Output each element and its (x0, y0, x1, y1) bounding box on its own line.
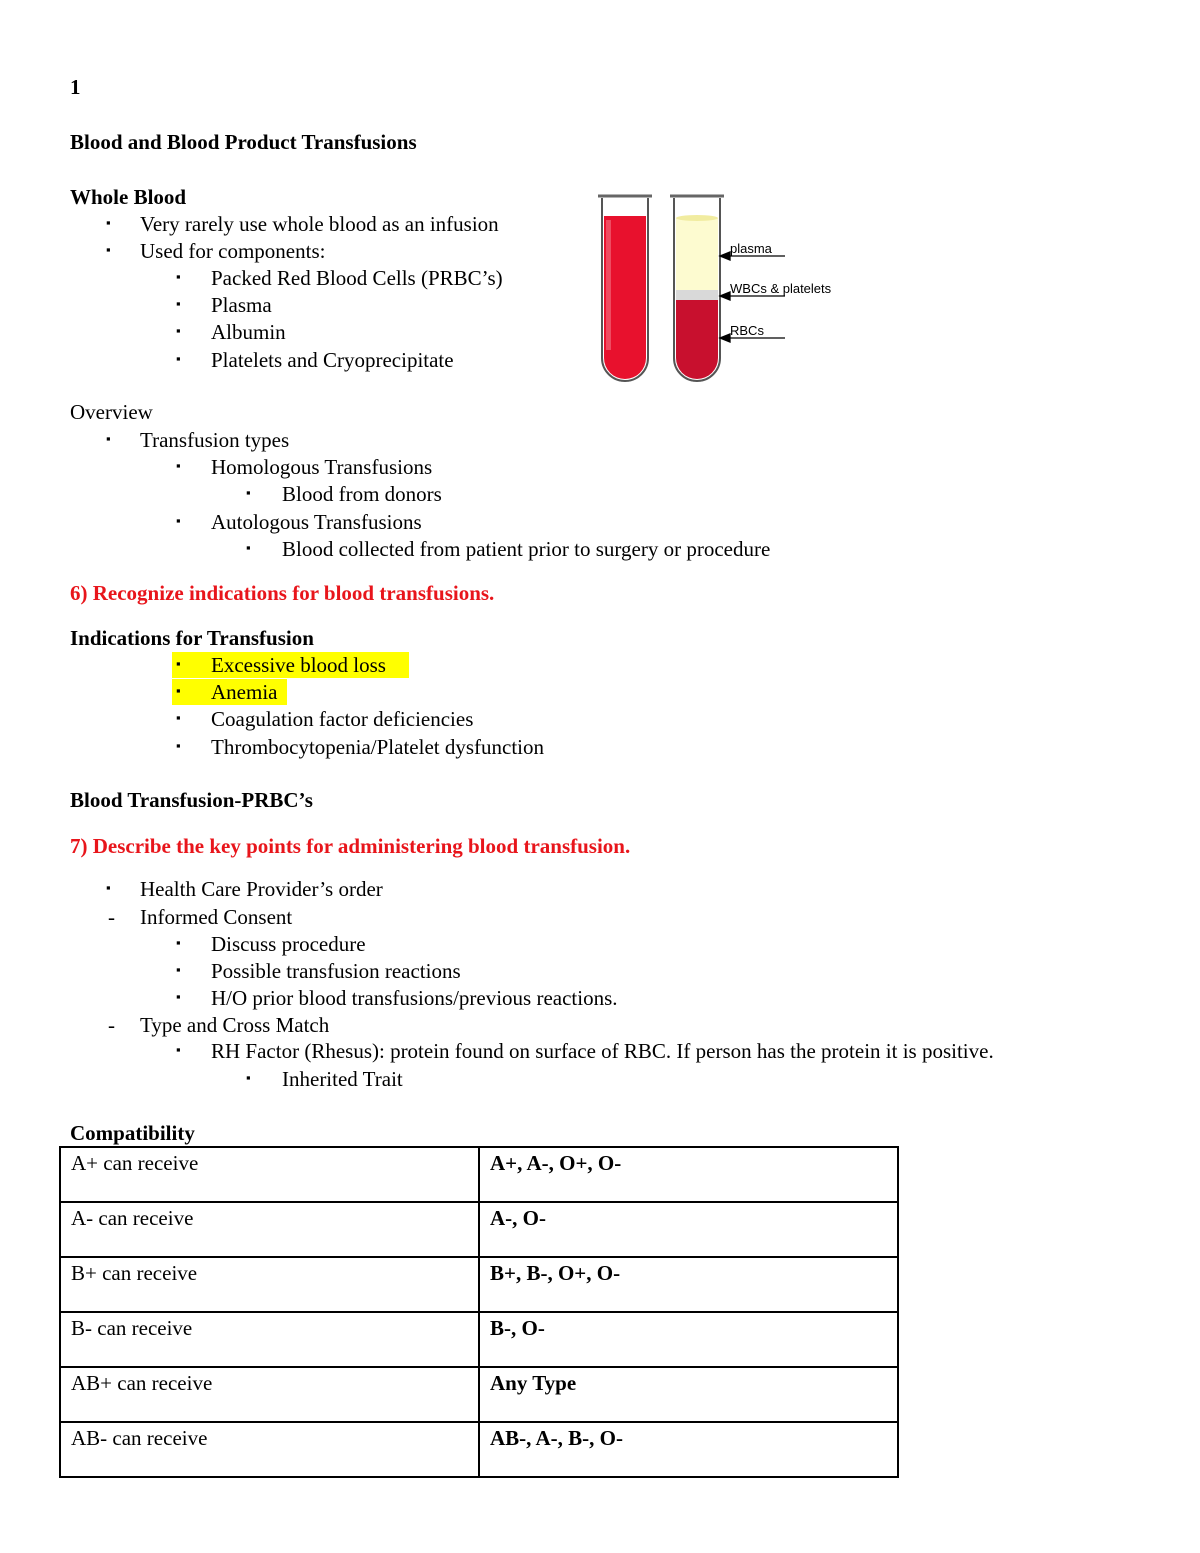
figure-label: plasma (730, 241, 772, 256)
bullet-icon: ▪ (106, 431, 111, 446)
bullet-icon: ▪ (176, 1042, 181, 1057)
figure-label: WBCs & platelets (730, 281, 832, 296)
table-cell-type: B+ can receive (60, 1257, 479, 1312)
objective-7: 7) Describe the key points for administering blood transfusion. (70, 834, 631, 858)
bullet-icon: ▪ (176, 656, 181, 671)
bullet-icon: ▪ (176, 683, 181, 698)
table-row (60, 1202, 898, 1257)
table-cell-receives: B-, O- (479, 1312, 898, 1367)
whole-blood-heading: Whole Blood (70, 185, 187, 209)
table-cell-receives: A-, O- (479, 1202, 898, 1257)
list-item: Anemia (211, 680, 278, 704)
list-item: Blood collected from patient prior to surgery or procedure (282, 537, 771, 561)
compatibility-heading: Compatibility (70, 1121, 195, 1145)
bullet-icon: ▪ (176, 269, 181, 284)
bullet-icon: ▪ (176, 513, 181, 528)
bullet-icon: ▪ (176, 351, 181, 366)
bullet-icon: ▪ (176, 962, 181, 977)
bullet-icon: ▪ (176, 296, 181, 311)
bullet-icon: ▪ (176, 710, 181, 725)
table-cell-type: A- can receive (60, 1202, 479, 1257)
table-row (60, 1422, 898, 1477)
table-cell-type: A+ can receive (60, 1147, 479, 1202)
list-item: Transfusion types (140, 428, 290, 452)
list-item: Packed Red Blood Cells (PRBC’s) (211, 266, 503, 290)
list-item: Platelets and Cryoprecipitate (211, 348, 454, 372)
whole-blood-tube (598, 196, 652, 381)
list-item: Type and Cross Match (140, 1013, 330, 1037)
list-item: Autologous Transfusions (211, 510, 422, 534)
blood-tubes-figure (590, 180, 850, 390)
bullet-icon: ▪ (176, 989, 181, 1004)
bullet-icon: ▪ (176, 323, 181, 338)
list-item: Very rarely use whole blood as an infusion (140, 212, 499, 236)
table-row (60, 1147, 898, 1202)
list-item: Excessive blood loss (211, 653, 386, 677)
indications-heading: Indications for Transfusion (70, 626, 314, 650)
table-cell-receives: A+, A-, O+, O- (479, 1147, 898, 1202)
list-item: Plasma (211, 293, 272, 317)
table-cell-type: B- can receive (60, 1312, 479, 1367)
bullet-icon: ▪ (246, 1070, 251, 1085)
table-cell-type: AB+ can receive (60, 1367, 479, 1422)
bullet-icon: ▪ (176, 458, 181, 473)
page-number: 1 (70, 75, 81, 99)
bullet-icon: ▪ (106, 242, 111, 257)
list-item: RH Factor (Rhesus): protein found on surface of RBC. If person has the protein it is positive. (211, 1039, 994, 1063)
table-row (60, 1257, 898, 1312)
list-item: Informed Consent (140, 905, 293, 929)
figure-label: RBCs (730, 323, 764, 338)
table-cell-type: AB- can receive (60, 1422, 479, 1477)
bullet-icon: ▪ (176, 738, 181, 753)
separated-blood-tube (670, 196, 724, 381)
list-item: Discuss procedure (211, 932, 366, 956)
list-item: Health Care Provider’s order (140, 877, 383, 901)
bullet-icon: ▪ (246, 485, 251, 500)
list-item: Inherited Trait (282, 1067, 403, 1091)
compatibility-table (59, 1146, 899, 1478)
overview-heading: Overview (70, 400, 153, 424)
list-item: Possible transfusion reactions (211, 959, 461, 983)
bullet-icon: ▪ (246, 540, 251, 555)
bullet-icon: ▪ (106, 880, 111, 895)
list-item: Thrombocytopenia/Platelet dysfunction (211, 735, 545, 759)
table-cell-receives: Any Type (479, 1367, 898, 1422)
table-row (60, 1367, 898, 1422)
bullet-icon: ▪ (106, 215, 111, 230)
list-item: Coagulation factor deficiencies (211, 707, 474, 731)
list-item: H/O prior blood transfusions/previous reactions. (211, 986, 618, 1010)
dash-marker: - (108, 1013, 115, 1037)
objective-6: 6) Recognize indications for blood transfusions. (70, 581, 495, 605)
dash-marker: - (108, 905, 115, 929)
table-row (60, 1312, 898, 1367)
list-item: Homologous Transfusions (211, 455, 433, 479)
prbc-heading: Blood Transfusion-PRBC’s (70, 788, 313, 812)
list-item: Albumin (211, 320, 286, 344)
list-item: Blood from donors (282, 482, 442, 506)
bullet-icon: ▪ (176, 935, 181, 950)
page-title: Blood and Blood Product Transfusions (70, 130, 417, 154)
table-cell-receives: B+, B-, O+, O- (479, 1257, 898, 1312)
table-cell-receives: AB-, A-, B-, O- (479, 1422, 898, 1477)
list-item: Used for components: (140, 239, 326, 263)
